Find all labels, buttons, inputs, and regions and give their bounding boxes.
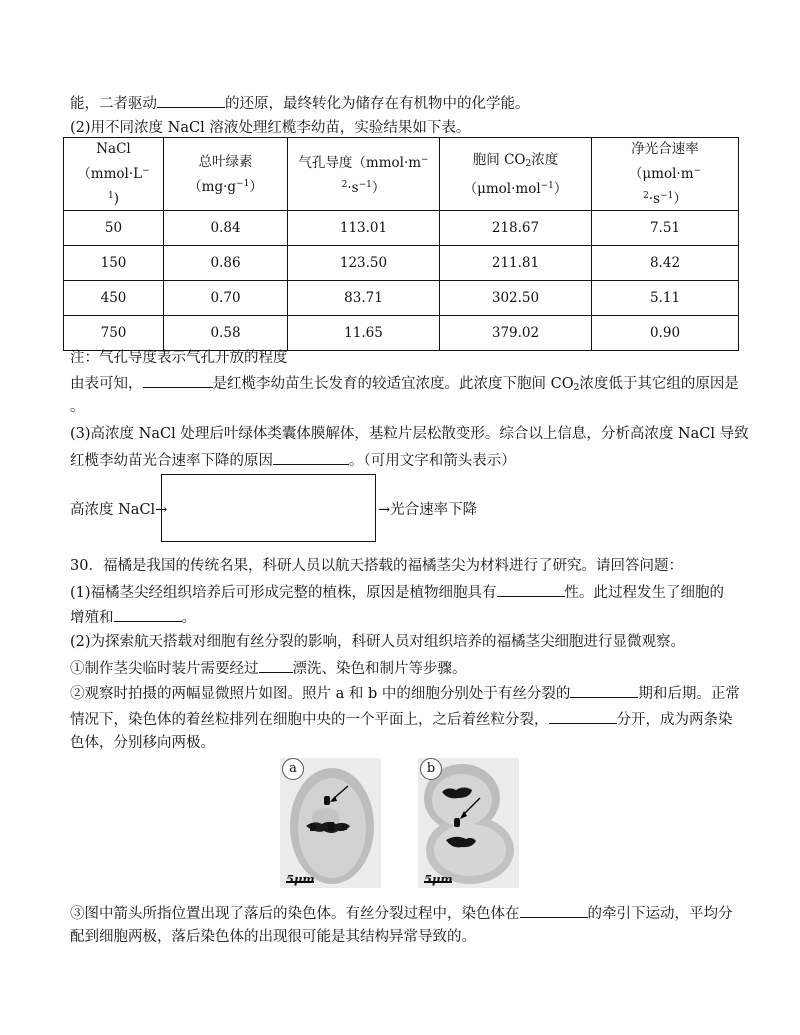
table-cell: 0.70 [164,281,288,316]
panel-label-a: a [282,758,304,780]
table-cell: 7.51 [592,211,739,246]
table-cell: 0.90 [592,316,739,351]
micrograph-a [280,758,381,888]
table-cell: 0.58 [164,316,288,351]
table-cell: 750 [64,316,164,351]
table-cell: 450 [64,281,164,316]
question-30-step1: ①制作茎尖临时装片需要经过 漂洗、染色和制片等步骤。 [70,657,467,679]
table-cell: 8.42 [592,246,739,281]
header-intercellular-co2: 胞间 $CO_2$浓度 （μmol·mol$^{-1}$） [440,138,592,211]
question-30-step3-cont: 配到细胞两极，落后染色体的出现很可能是其结构异常导致的。 [70,929,476,945]
answer-blank[interactable] [570,682,638,698]
flow-right-label: →光合速率下降 [378,502,478,518]
scale-label-a: 5μm [286,872,315,886]
table-cell: 5.11 [592,281,739,316]
question-2-intro: (2)用不同浓度 NaCl 溶液处理红榄李幼苗，实验结果如下表。 [70,120,471,136]
table-row [64,316,739,351]
question-30-step3: ③图中箭头所指位置出现了落后的染色体。有丝分裂过程中，染色体在 的牵引下运动，平均分 [70,902,733,924]
table-cell: 302.50 [440,281,592,316]
table-cell: 123.50 [288,246,440,281]
table-cell: 50 [64,211,164,246]
table-cell: 0.86 [164,246,288,281]
table-cell: 11.65 [288,316,440,351]
answer-blank[interactable] [114,606,182,622]
question-3-line1: (3)高浓度 NaCl 处理后叶绿体类囊体膜解体，基粒片层松散变形。综合以上信息，分析高浓度 NaCl 导致 [70,426,749,442]
header-net-photosynthesis: 净光合速率（μmol·m− $^2\cdot s^{-1}$） [592,138,739,211]
text-segment: 的还原，最终转化为储存在有机物中的化学能。 [225,96,530,112]
answer-blank[interactable] [497,581,565,597]
flow-left-label: 高浓度 NaCl→ [70,502,168,518]
question-30-title: 30．福橘是我国的传统名果，科研人员以航天搭载的福橘茎尖为材料进行了研究。请回答问题： [70,558,683,574]
nacl-results-table [63,137,739,351]
table-cell: 218.67 [440,211,592,246]
answer-blank[interactable] [259,657,293,673]
header-nacl: NaCl（mmol·L− $^1$) [64,138,164,211]
scale-label-b: 5μm [424,872,453,886]
answer-blank[interactable] [157,92,225,108]
answer-blank[interactable] [273,449,349,465]
question-30-part1-cont: 增殖和 。 [70,606,196,628]
table-cell: 83.71 [288,281,440,316]
text-segment: 能，二者驱动 [70,96,157,112]
table-cell: 211.81 [440,246,592,281]
lagging-chromosome [324,796,330,805]
answer-blank[interactable] [549,708,617,724]
flow-answer-box[interactable] [161,474,376,542]
table-cell: 379.02 [440,316,592,351]
question-30-part2: (2)为探索航天搭载对细胞有丝分裂的影响，科研人员对组织培养的福橘茎尖细胞进行显微观察。 [70,634,686,650]
table-cell: 113.01 [288,211,440,246]
question-2-text: 由表可知， 是红榄李幼苗生长发育的较适宜浓度。此浓度下胞间 $CO_2$浓度低于其它组的原因是 [70,372,739,398]
question-3-line2: 红榄李幼苗光合速率下降的原因 。（可用文字和箭头表示） [70,449,516,471]
table-cell: 0.84 [164,211,288,246]
panel-label-b: b [420,758,442,780]
lagging-chromosome [454,818,460,827]
question-30-step2-end: 色体，分别移向两极。 [70,735,215,751]
question-2-end: 。 [70,399,85,415]
question-30-part1: (1)福橘茎尖经组织培养后可形成完整的植株，原因是植物细胞具有 性。此过程发生了细胞的 [70,581,724,603]
table-note: 注：气孔导度表示气孔开放的程度 [70,350,288,366]
table-cell: 150 [64,246,164,281]
header-stomatal-conductance: 气孔导度（mmol·m− $^2\cdot s^{-1}$） [288,138,440,211]
answer-blank[interactable] [520,902,588,918]
table-row [64,246,739,281]
table-row [64,211,739,246]
question-30-step2: ②观察时拍摄的两幅显微照片如图。照片 a 和 b 中的细胞分别处于有丝分裂的 期和后期。正常 [70,682,740,704]
table-row [64,281,739,316]
micrograph-b [418,758,519,888]
header-chlorophyll: 总叶绿素 $(mg\cdot g^{-1})$ [164,138,288,211]
table-header-row [64,138,739,211]
paragraph-photosynthesis [70,92,530,114]
answer-blank[interactable] [143,372,213,388]
question-30-step2-cont: 情况下，染色体的着丝粒排列在细胞中央的一个平面上，之后着丝粒分裂， 分开，成为两条染 [70,708,733,730]
